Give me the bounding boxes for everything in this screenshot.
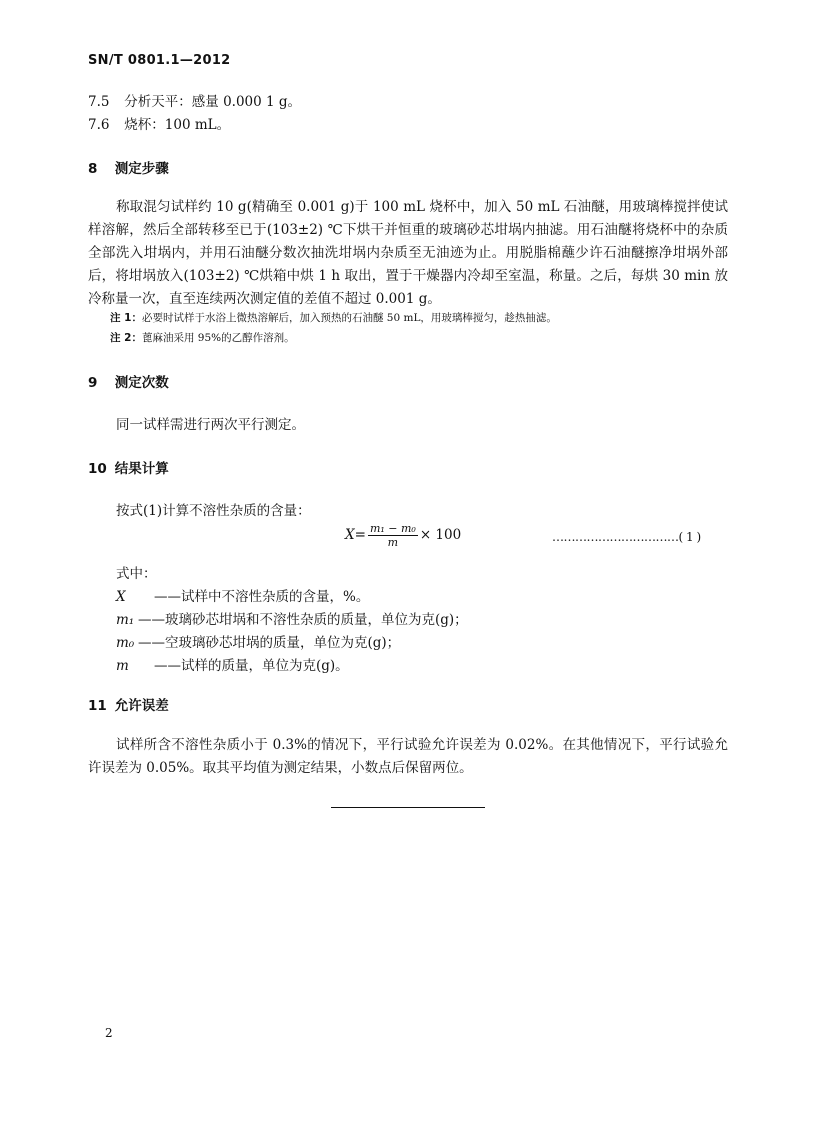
section-title: 结果计算 — [114, 461, 169, 477]
definition-symbol: X — [116, 589, 126, 605]
definition-symbol: m — [116, 658, 129, 674]
section-heading-8 — [88, 157, 169, 177]
note-text: 必要时试样于水浴上微热溶解后，加入预热的石油醚 50 mL，用玻璃棒搅匀，趁热抽滤。 — [141, 312, 557, 324]
section-title: 测定步骤 — [114, 161, 169, 177]
note-text: 蓖麻油采用 95%的乙醇作溶剂。 — [141, 332, 295, 344]
definition-text: ——试样中不溶性杂质的含量，%。 — [154, 589, 370, 605]
end-rule — [331, 807, 485, 808]
equation-number-label: ( 1 ) — [678, 530, 701, 544]
definition-symbol: m₁ — [116, 612, 135, 628]
note-2 — [110, 330, 295, 345]
clause-7-6 — [88, 113, 230, 133]
section-number: 8 — [88, 161, 98, 177]
formula-denominator: m — [387, 536, 399, 549]
definition-text: ——试样的质量，单位为克(g)。 — [154, 658, 349, 674]
definition-item — [116, 631, 400, 651]
section-9-paragraph: 同一试样需进行两次平行测定。 — [116, 417, 305, 433]
clause-7-5 — [88, 90, 301, 110]
formula — [345, 522, 461, 549]
clause-number: 7.5 — [88, 94, 110, 110]
clause-text: 烧杯：100 mL。 — [124, 117, 231, 133]
definition-text: ——空玻璃砂芯坩埚的质量，单位为克(g)； — [138, 635, 401, 651]
where-label: 式中： — [116, 566, 157, 582]
equation-leader: …………………………… — [552, 530, 679, 544]
page-number: 2 — [105, 1026, 113, 1040]
section-heading-10 — [88, 457, 169, 477]
section-number: 9 — [88, 375, 98, 391]
section-11-paragraph: 试样所含不溶性杂质小于 0.3%的情况下，平行试验允许误差为 0.02%。在其他情况下，平行试验允许误差为 0.05%。取其平均值为测定结果，小数点后保留两位。 — [88, 737, 728, 776]
note-1 — [110, 310, 557, 325]
standard-number: SN/T 0801.1—2012 — [88, 53, 231, 68]
definition-item — [116, 608, 468, 628]
note-label: 注 1： — [110, 312, 142, 324]
clause-number: 7.6 — [88, 117, 110, 133]
section-number: 11 — [88, 698, 107, 714]
definition-item — [116, 585, 369, 605]
section-title: 允许误差 — [114, 698, 169, 714]
equation-number — [552, 530, 701, 544]
formula-lhs: X — [345, 527, 355, 543]
clause-text: 分析天平：感量 0.000 1 g。 — [124, 94, 302, 110]
definition-item — [116, 654, 349, 674]
formula-equals: = — [354, 527, 366, 543]
formula-fraction — [368, 522, 418, 549]
definition-symbol: m₀ — [116, 635, 135, 651]
section-heading-9 — [88, 371, 169, 391]
section-heading-11 — [88, 694, 169, 714]
section-number: 10 — [88, 461, 107, 477]
note-label: 注 2： — [110, 332, 142, 344]
section-8-paragraph: 称取混匀试样约 10 g(精确至 0.001 g)于 100 mL 烧杯中，加入 50 mL 石油醚，用玻璃棒搅拌使试样溶解，然后全部转移至已于(103±2) ℃下烘干并恒重的玻璃砂芯坩埚内抽滤。用石油醚将烧杯中的杂质全部洗入坩埚内，并用石油醚分数次抽洗坩埚内杂质至无油迹为止。用脱脂棉蘸少许石油醚擦净坩埚外部后，将坩埚放入(103±2) ℃烘箱中烘 1 h 取出，置于干燥器内冷却至室温，称量。之后，每烘 30 min 放冷称量一次，直至连续两次测定值的差值不超过 0.001 g。 — [88, 199, 728, 307]
definition-text: ——玻璃砂芯坩埚和不溶性杂质的质量，单位为克(g)； — [138, 612, 468, 628]
formula-numerator: m₁ − m₀ — [369, 522, 416, 535]
formula-intro: 按式(1)计算不溶性杂质的含量： — [116, 503, 311, 519]
section-title: 测定次数 — [114, 375, 169, 391]
formula-tail: × 100 — [419, 527, 462, 543]
